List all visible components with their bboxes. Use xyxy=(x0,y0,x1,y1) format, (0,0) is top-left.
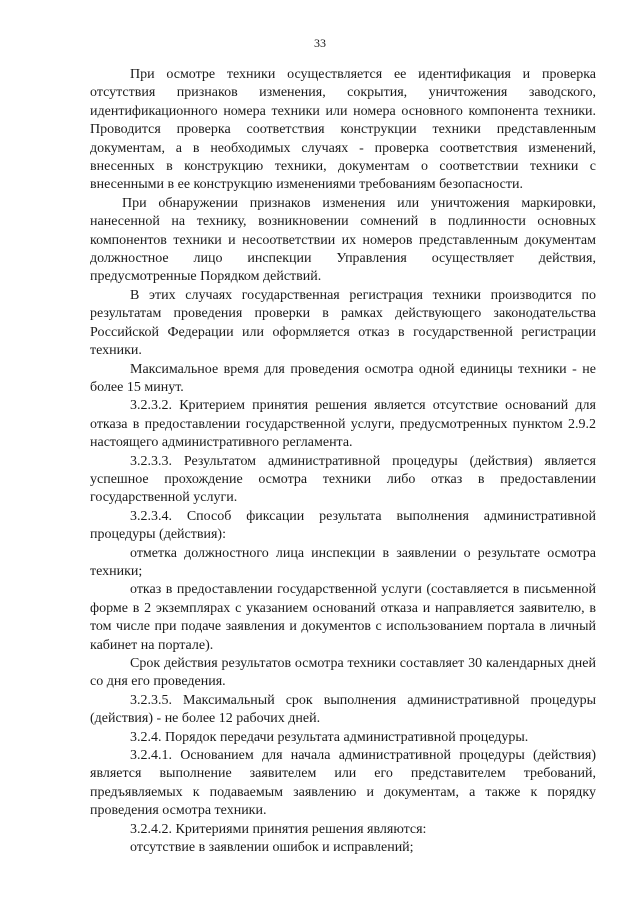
paragraph-validity-period: Срок действия результатов осмотра техники составляет 30 календарных дней со дня его проведения. xyxy=(90,656,596,690)
paragraph-marking-changes: При обнаружении признаков изменения или уничтожения маркировки, нанесенной на технику, возникновении сомнений в подлинности основных компонентов техники и несоответствии их номеров представленным документам должностное лицо инспекции Управления осуществляет действия, предусмотренные Порядком действий. xyxy=(90,195,596,285)
paragraph-3-2-3-3: 3.2.3.3. Результатом административной процедуры (действия) является успешное прохождение осмотра техники либо отказ в предоставлении государственной услуги. xyxy=(90,453,596,506)
paragraph-3-2-3-5: 3.2.3.5. Максимальный срок выполнения административной процедуры (действия) - не более 12 рабочих дней. xyxy=(90,692,596,727)
paragraph-3-2-3-2: 3.2.3.2. Критерием принятия решения является отсутствие оснований для отказа в предоставлении государственной услуги, предусмотренных пунктом 2.9.2 настоящего административного регламента. xyxy=(90,398,596,451)
paragraph-official-mark: отметка должностного лица инспекции в заявлении о результате осмотра техники; xyxy=(90,545,596,579)
paragraph-3-2-4-1: 3.2.4.1. Основанием для начала административной процедуры (действия) является выполнение заявителем или его представителем требований, предъявляемых к подаваемым заявлению и документам, а также к порядку проведения осмотра техники. xyxy=(90,748,596,819)
paragraph-refusal: отказ в предоставлении государственной услуги (составляется в письменной форме в 2 экземплярах с указанием оснований отказа и направляется заявителю, в том числе при подаче заявления и документов с использованием портала в личный кабинет на портале). xyxy=(90,582,596,653)
paragraph-inspection-identification: При осмотре техники осуществляется ее идентификация и проверка отсутствия признаков изменения, сокрытия, уничтожения заводского, идентификационного номера техники или номера основного компонента техники. Проводится проверка соответствия конструкции техники представленным документам, а в необходимых случаях - проверка соответствия изменений, внесенных в конструкцию техники, документам о соответствии техники с внесенными в ее конструкцию изменениями требованиям безопасности. xyxy=(90,67,596,193)
paragraph-max-inspection-time: Максимальное время для проведения осмотра одной единицы техники - не более 15 минут. xyxy=(90,361,596,395)
paragraph-registration-by-check: В этих случаях государственная регистрация техники производится по результатам проведения проверки в рамках действующего законодательства Российской Федерации или оформляется отказ в государственной регистрации техники. xyxy=(90,287,596,359)
document-body xyxy=(90,66,596,857)
paragraph-3-2-4: 3.2.4. Порядок передачи результата административной процедуры. xyxy=(130,729,529,745)
paragraph-no-errors: отсутствие в заявлении ошибок и исправлений; xyxy=(130,840,414,856)
paragraph-3-2-4-2: 3.2.4.2. Критериями принятия решения являются: xyxy=(130,821,427,837)
paragraph-3-2-3-4: 3.2.3.4. Способ фиксации результата выполнения административной процедуры (действия): xyxy=(90,508,596,543)
page-number: 33 xyxy=(314,36,326,50)
